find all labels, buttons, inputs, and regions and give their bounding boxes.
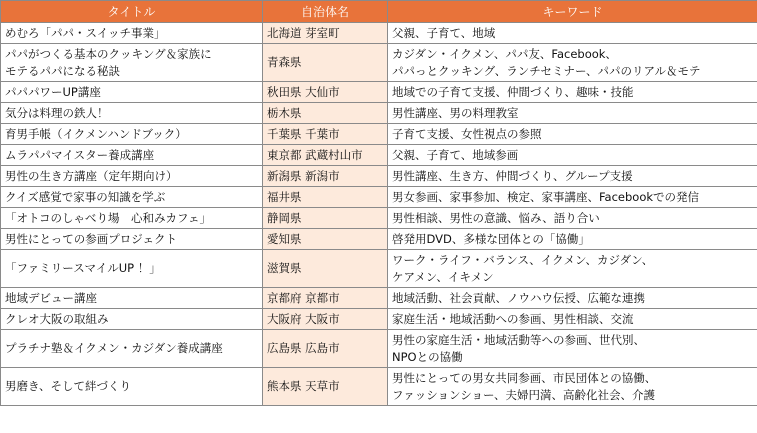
cell-text-line: 福井県 (267, 189, 302, 204)
table-row (1, 44, 757, 82)
cell-municipality (263, 23, 388, 44)
cell-text-line: パパがつくる基本のクッキング＆家族に (5, 46, 212, 61)
cell-text-line: 男性の生き方講座（定年期向け） (5, 168, 178, 183)
cell-text-line: 男性講座、男の料理教室 (392, 105, 519, 120)
table-row (1, 103, 757, 124)
cell-text-line: 男性にとっての男女共同参画、市民団体との協働、 (392, 370, 657, 385)
cell-keywords (388, 166, 757, 187)
cell-text-line: 広島県 広島市 (267, 341, 340, 355)
cell-municipality (263, 309, 388, 330)
cell-municipality (263, 187, 388, 208)
cell-keywords (388, 187, 757, 208)
cell-title (1, 309, 263, 330)
table-row (1, 208, 757, 229)
cell-text-line: 滋賀県 (267, 261, 302, 275)
cell-keywords (388, 103, 757, 124)
cell-municipality (263, 208, 388, 229)
cell-title (1, 145, 263, 166)
cell-text-line: パパっとクッキング、ランチセミナー、パパのリアル＆モテ (392, 63, 701, 78)
cell-text-line: 男性講座、生き方、仲間づくり、グループ支援 (392, 168, 633, 183)
cell-title (1, 187, 263, 208)
cell-municipality (263, 229, 388, 250)
cell-keywords (388, 229, 757, 250)
cell-title (1, 250, 263, 288)
cell-title (1, 124, 263, 145)
cell-keywords (388, 309, 757, 330)
cell-keywords (388, 145, 757, 166)
table-row (1, 368, 757, 406)
cell-text-line: 父親、子育て、地域参画 (392, 147, 519, 162)
table-row (1, 124, 757, 145)
cell-title (1, 103, 263, 124)
cell-text-line: 父親、子育て、地域 (392, 25, 496, 40)
cell-text-line: 京都府 京都市 (267, 290, 340, 305)
cell-text-line: 気分は料理の鉄人！ (5, 105, 109, 120)
cell-municipality (263, 145, 388, 166)
cell-title (1, 368, 263, 406)
table-row (1, 288, 757, 309)
cell-municipality (263, 44, 388, 82)
cell-keywords (388, 250, 757, 288)
cell-text-line: 男性にとっての参画プロジェクト (5, 231, 178, 246)
cell-text-line: プラチナ塾＆イクメン・カジダン養成講座 (5, 341, 223, 355)
cell-text-line: 啓発用DVD、多様な団体との「協働」 (392, 231, 590, 246)
cell-text-line: クレオ大阪の取組み (5, 311, 109, 326)
table-row (1, 309, 757, 330)
cell-text-line: 地域活動、社会貢献、ノウハウ伝授、広範な連携 (392, 290, 645, 305)
cell-title (1, 208, 263, 229)
table-row (1, 166, 757, 187)
cell-text-line: 「ファミリースマイルUP ！」 (5, 261, 161, 275)
cell-municipality (263, 103, 388, 124)
cell-text-line: 熊本県 天草市 (267, 379, 340, 393)
cell-text-line: 新潟県 新潟市 (267, 168, 340, 183)
cell-text-line: 静岡県 (267, 210, 302, 225)
cell-text-line: めむろ「パパ・スイッチ事業」 (5, 25, 166, 40)
header-municipality: 自治体名 (263, 1, 388, 23)
cell-keywords (388, 82, 757, 103)
cell-municipality (263, 124, 388, 145)
cell-text-line: 子育て支援、女性視点の参照 (392, 126, 542, 141)
cell-title (1, 82, 263, 103)
cell-keywords (388, 288, 757, 309)
cell-keywords (388, 23, 757, 44)
cell-text-line: 男性の家庭生活・地域活動等への参画、世代別、 (392, 332, 645, 347)
cell-title (1, 229, 263, 250)
cell-text-line: 愛知県 (267, 231, 302, 246)
cell-keywords (388, 124, 757, 145)
cell-municipality (263, 166, 388, 187)
cell-text-line: 家庭生活・地域活動への参画、男性相談、交流 (392, 311, 634, 326)
cell-text-line: ファッションショー、夫婦円満、高齢化社会、介護 (392, 387, 656, 402)
cell-text-line: NPOとの協働 (392, 349, 463, 364)
cell-municipality (263, 368, 388, 406)
cell-municipality (263, 82, 388, 103)
cell-text-line: クイズ感覚で家事の知識を学ぶ (5, 189, 166, 204)
table-row (1, 330, 757, 368)
cell-title (1, 166, 263, 187)
cell-text-line: 地域デビュー講座 (5, 290, 97, 305)
cell-text-line: カジダン・イクメン、パパ友、Facebook、 (392, 46, 617, 61)
table-row (1, 82, 757, 103)
cell-text-line: 大阪府 大阪市 (267, 311, 340, 326)
cell-municipality (263, 288, 388, 309)
table-row (1, 187, 757, 208)
cell-text-line: 地域での子育て支援、仲間づくり、趣味・技能 (392, 84, 634, 99)
table-row (1, 229, 757, 250)
cell-text-line: 北海道 芽室町 (267, 25, 340, 40)
cell-title (1, 330, 263, 368)
header-row (1, 1, 757, 23)
cell-text-line: 東京都 武蔵村山市 (267, 147, 363, 162)
header-title: タイトル (1, 1, 263, 23)
cell-text-line: パパパワーUP講座 (5, 84, 101, 99)
cell-keywords (388, 330, 757, 368)
cell-text-line: 男女参画、家事参加、検定、家事講座、Facebookでの発信 (392, 189, 700, 204)
cell-municipality (263, 330, 388, 368)
cell-keywords (388, 208, 757, 229)
cell-title (1, 44, 263, 82)
cell-text-line: 男磨き、そして絆づくり (5, 379, 132, 393)
table-row (1, 145, 757, 166)
cell-title (1, 23, 263, 44)
cell-text-line: 男性相談、男性の意識、悩み、語り合い (392, 210, 600, 225)
cell-text-line: 千葉県 千葉市 (267, 126, 340, 141)
cell-text-line: 育男手帳（イクメンハンドブック） (5, 126, 187, 141)
cell-text-line: ムラパパマイスター養成講座 (5, 147, 155, 162)
cell-text-line: 青森県 (267, 55, 302, 69)
cell-text-line: 秋田県 大仙市 (267, 84, 340, 99)
cell-keywords (388, 368, 757, 406)
cell-text-line: 栃木県 (267, 105, 302, 120)
cell-keywords (388, 44, 757, 82)
cell-text-line: ワーク・ライフ・バランス、イクメン、カジダン、 (392, 252, 654, 267)
cell-title (1, 288, 263, 309)
header-keywords: キーワード (388, 1, 757, 23)
cell-text-line: モテるパパになる秘訣 (5, 63, 120, 78)
table-row (1, 250, 757, 288)
cell-text-line: 「オトコのしゃべり場 心和みカフェ」 (5, 210, 211, 225)
cell-municipality (263, 250, 388, 288)
table-row (1, 23, 757, 44)
cell-text-line: ケアメン、イキメン (392, 269, 494, 284)
